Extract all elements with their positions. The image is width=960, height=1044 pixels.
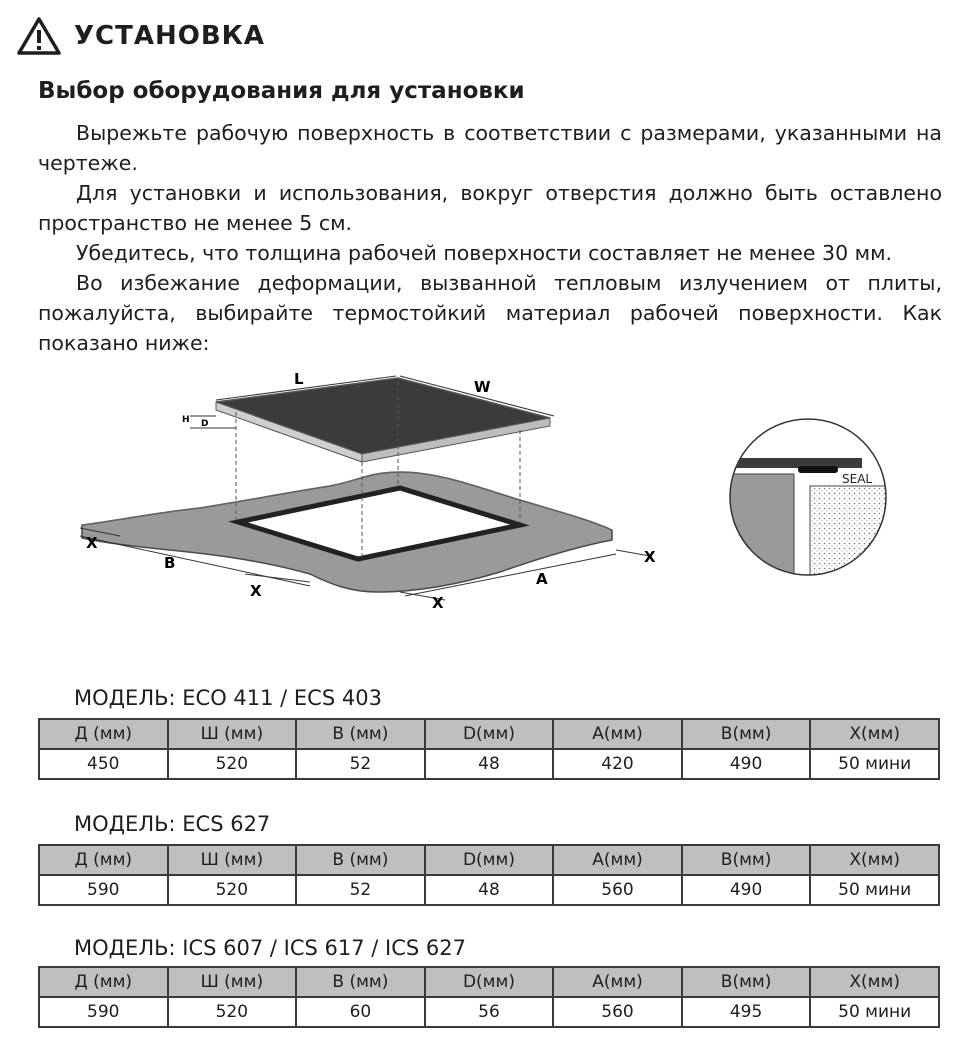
hob-glass [216,378,550,454]
dimension-label-b: B [164,554,176,572]
column-header: A(мм) [553,719,682,749]
paragraph: Убедитесь, что толщина рабочей поверхности составляет не менее 30 мм. [76,241,893,265]
paragraph: Для установки и использования, вокруг отверстия должно быть оставлено пространство не менее 5 см. [38,181,942,235]
table-cell: 56 [425,997,554,1027]
installation-diagram [60,360,680,630]
dimension-label-x: X [432,594,444,612]
table-cell: 50 мини [810,875,939,905]
dimension-label-x: X [644,548,656,566]
column-header: D(мм) [425,967,554,997]
column-header: Ш (мм) [168,967,297,997]
column-header: B(мм) [682,845,811,875]
dimension-label-w: W [474,378,491,396]
column-header: Д (мм) [39,719,168,749]
column-header: X(мм) [810,845,939,875]
spec-table [38,844,940,906]
dimension-label-x: X [250,582,262,600]
column-header: X(мм) [810,967,939,997]
table-cell: 450 [39,749,168,779]
column-header: A(мм) [553,967,682,997]
table-cell: 560 [553,997,682,1027]
section-heading: Выбор оборудования для установки [38,78,525,104]
table-row [39,875,939,905]
table-cell: 495 [682,997,811,1027]
column-header: Д (мм) [39,845,168,875]
table-cell: 420 [553,749,682,779]
table-header-row [39,967,939,997]
column-header: D(мм) [425,845,554,875]
table-cell: 590 [39,875,168,905]
model-title: МОДЕЛЬ: ECS 627 [74,812,271,836]
seal-detail-diagram [718,412,898,582]
warning-triangle-icon [16,16,62,56]
spec-table [38,966,940,1028]
section-header [16,16,265,56]
table-cell: 48 [425,875,554,905]
seal-label: SEAL [842,472,873,486]
table-cell: 50 мини [810,749,939,779]
column-header: B(мм) [682,719,811,749]
model-title: МОДЕЛЬ: ECO 411 / ECS 403 [74,686,382,710]
spec-table [38,718,940,780]
table-cell: 60 [296,997,425,1027]
column-header: X(мм) [810,719,939,749]
table-cell: 50 мини [810,997,939,1027]
table-cell: 520 [168,875,297,905]
table-cell: 560 [553,875,682,905]
paragraph: Во избежание деформации, вызванной тепловым излучением от плиты, пожалуйста, выбирайте термостойкий материал рабочей поверхности. Как показано ниже: [38,271,942,355]
column-header: B(мм) [682,967,811,997]
instructions-text [38,118,942,358]
table-header-row [39,719,939,749]
dimension-label-h: H [182,415,190,425]
column-header: Ш (мм) [168,845,297,875]
column-header: В (мм) [296,967,425,997]
table-row [39,997,939,1027]
column-header: Д (мм) [39,967,168,997]
column-header: D(мм) [425,719,554,749]
column-header: В (мм) [296,845,425,875]
table-header-row [39,845,939,875]
page-title: УСТАНОВКА [74,21,266,51]
dimension-label-x: X [86,534,98,552]
column-header: В (мм) [296,719,425,749]
paragraph: Вырежьте рабочую поверхность в соответствии с размерами, указанными на чертеже. [38,121,942,175]
table-cell: 590 [39,997,168,1027]
table-cell: 520 [168,997,297,1027]
table-row [39,749,939,779]
dimension-label-d: D [201,419,209,429]
column-header: A(мм) [553,845,682,875]
table-cell: 48 [425,749,554,779]
column-header: Ш (мм) [168,719,297,749]
table-cell: 490 [682,749,811,779]
table-cell: 52 [296,875,425,905]
model-title: МОДЕЛЬ: ICS 607 / ICS 617 / ICS 627 [74,936,466,960]
table-cell: 490 [682,875,811,905]
dimension-label-a: A [536,570,548,588]
table-cell: 52 [296,749,425,779]
table-cell: 520 [168,749,297,779]
dimension-label-l: L [294,370,304,388]
